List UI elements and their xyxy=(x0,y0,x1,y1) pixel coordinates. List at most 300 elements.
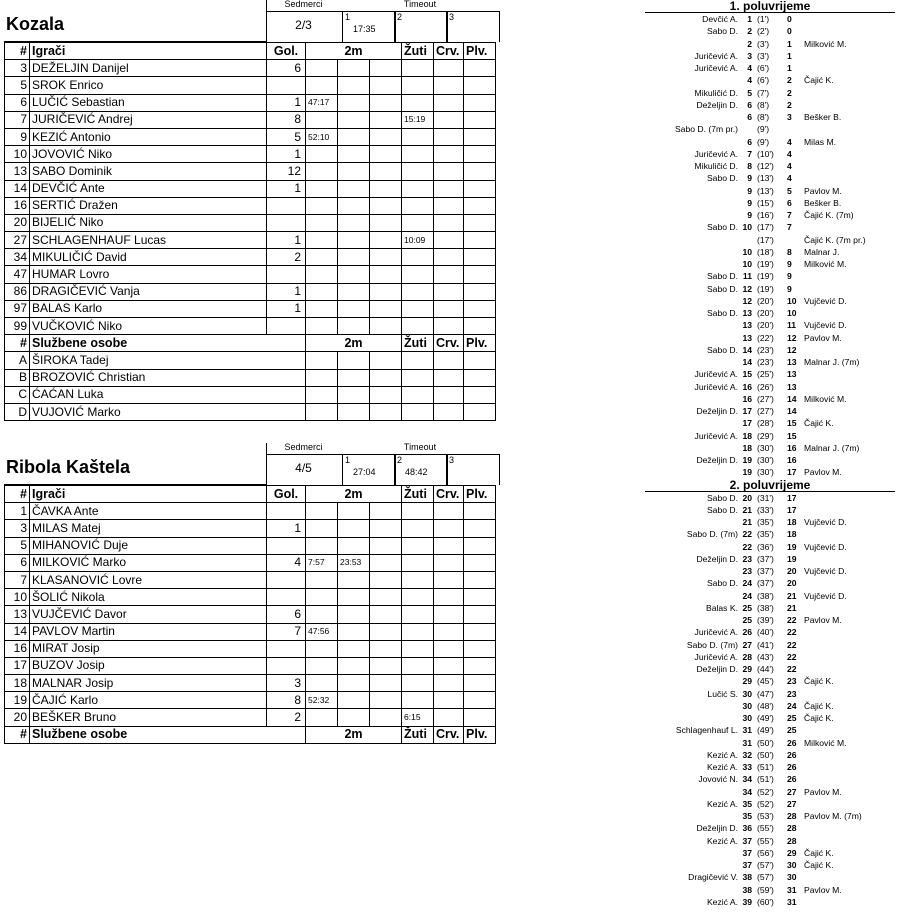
event-away-score: 19 xyxy=(787,553,797,564)
player-number: 99 xyxy=(5,318,30,335)
player-blue xyxy=(464,180,496,197)
player-goals xyxy=(267,197,306,214)
event-away-player: Vujčević D. xyxy=(804,517,847,527)
event-row xyxy=(645,25,895,37)
player-red xyxy=(434,232,464,249)
event-home-score: 28 xyxy=(742,651,752,662)
event-minute: (37') xyxy=(757,566,774,576)
player-2m-2 xyxy=(338,300,370,317)
event-minute: (6') xyxy=(757,63,770,73)
event-away-player: Milković M. xyxy=(804,259,847,269)
event-away-player: Vujčević D. xyxy=(804,541,847,552)
event-home-score: 26 xyxy=(742,627,752,638)
event-away-score: 31 xyxy=(787,884,797,895)
player-name: SROK Enrico xyxy=(30,77,267,94)
event-minute: (3') xyxy=(757,50,770,61)
player-2m-3 xyxy=(370,657,402,674)
event-minute: (45') xyxy=(757,676,774,687)
event-home-score: 3 xyxy=(747,50,752,61)
player-red xyxy=(434,163,464,180)
event-home-player: Balas K. xyxy=(705,602,738,613)
player-yellow: 6:15 xyxy=(402,709,434,726)
event-home-score: 25 xyxy=(742,615,752,625)
event-row xyxy=(645,38,895,50)
player-2m-2 xyxy=(338,163,370,180)
player-number: 47 xyxy=(5,266,30,283)
event-minute: (43') xyxy=(757,651,774,662)
event-home-score: 23 xyxy=(742,553,752,564)
event-home-score: 22 xyxy=(742,541,752,552)
player-yellow xyxy=(402,163,434,180)
player-goals: 1 xyxy=(267,180,306,197)
official-yellow xyxy=(402,403,434,420)
event-away-score: 12 xyxy=(787,332,797,343)
event-away-score: 16 xyxy=(787,455,797,465)
player-red xyxy=(434,318,464,335)
event-away-player: Milković M. xyxy=(804,737,847,748)
player-blue xyxy=(464,640,496,657)
event-minute: (52') xyxy=(757,786,774,797)
event-home-player: Juričević A. xyxy=(694,148,738,159)
event-row xyxy=(645,111,895,123)
half1-title: 1. poluvrijeme xyxy=(729,0,811,13)
event-minute: (49') xyxy=(757,713,774,723)
player-row xyxy=(5,249,496,266)
player-blue xyxy=(464,60,496,77)
player-goals: 2 xyxy=(267,249,306,266)
event-away-score: 7 xyxy=(787,222,792,233)
player-red xyxy=(434,537,464,554)
player-goals xyxy=(267,266,306,283)
event-minute: (28') xyxy=(757,418,774,429)
player-2m-1 xyxy=(306,520,338,537)
event-row xyxy=(645,466,895,478)
event-home-player: Kezić A. xyxy=(706,896,738,907)
event-away-score: 18 xyxy=(787,529,797,540)
player-2m-2 xyxy=(338,232,370,249)
player-name: BUZOV Josip xyxy=(30,657,267,674)
player-number: 10 xyxy=(5,589,30,606)
player-2m-1 xyxy=(306,60,338,77)
player-yellow: 10:09 xyxy=(402,232,434,249)
event-away-score: 23 xyxy=(787,676,797,687)
player-blue xyxy=(464,571,496,588)
player-row xyxy=(5,692,496,709)
player-number: 14 xyxy=(5,180,30,197)
event-home-player: Sabo D. xyxy=(706,308,738,318)
official-2m-1 xyxy=(306,386,338,403)
event-row xyxy=(645,62,895,74)
event-row xyxy=(645,835,895,847)
event-minute: (13') xyxy=(757,185,774,196)
event-home-score: 27 xyxy=(742,639,752,650)
player-red xyxy=(434,520,464,537)
event-home-player: Sabo D. xyxy=(706,271,738,282)
event-home-score: 4 xyxy=(747,63,752,73)
event-row xyxy=(645,577,895,589)
official-row xyxy=(5,403,496,420)
event-home-player: Juričević A. xyxy=(694,63,738,73)
player-2m-3 xyxy=(370,640,402,657)
player-blue xyxy=(464,128,496,145)
team2-players-table xyxy=(4,485,496,744)
player-name: HUMAR Lovro xyxy=(30,266,267,283)
event-home-player: Lučić S. xyxy=(707,688,738,699)
event-away-score: 27 xyxy=(787,798,797,809)
event-minute: (3') xyxy=(757,38,770,49)
event-row xyxy=(645,246,895,258)
col-plv-header: Plv. xyxy=(464,486,496,503)
event-row xyxy=(645,454,895,466)
player-goals: 4 xyxy=(267,554,306,571)
official-2m-2 xyxy=(338,369,370,386)
player-yellow xyxy=(402,249,434,266)
event-away-score: 21 xyxy=(787,602,797,613)
player-2m-1: 47:56 xyxy=(306,623,338,640)
event-row xyxy=(645,332,895,344)
event-row xyxy=(645,319,895,331)
event-row xyxy=(645,528,895,540)
event-away-player: Čajić K. xyxy=(804,700,834,711)
event-home-score: 34 xyxy=(742,786,752,797)
event-home-player: Sabo D. xyxy=(706,492,738,503)
team2-name: Ribola Kaštela xyxy=(6,457,131,477)
player-blue xyxy=(464,77,496,94)
event-row xyxy=(645,258,895,270)
event-minute: (37') xyxy=(757,553,774,564)
event-home-score: 18 xyxy=(742,430,752,441)
player-2m-2 xyxy=(338,657,370,674)
event-away-score: 14 xyxy=(787,406,797,416)
officials-header-row xyxy=(5,726,496,743)
event-away-score: 30 xyxy=(787,860,797,870)
event-away-player: Čajić K. xyxy=(804,860,834,870)
event-away-score: 22 xyxy=(787,627,797,638)
col-zuti-header: Žuti xyxy=(402,486,434,503)
event-row xyxy=(645,516,895,528)
event-minute: (30') xyxy=(757,455,774,465)
player-row xyxy=(5,623,496,640)
event-row xyxy=(645,590,895,602)
event-minute: (27') xyxy=(757,393,774,404)
player-name: JOVOVIĆ Niko xyxy=(30,146,267,163)
event-home-score: 2 xyxy=(747,38,752,49)
event-away-score: 9 xyxy=(787,283,792,294)
event-away-player: Čajić K. xyxy=(804,847,834,858)
event-away-score: 9 xyxy=(787,271,792,282)
player-2m-1 xyxy=(306,163,338,180)
event-minute: (17') xyxy=(757,222,774,233)
event-away-score: 28 xyxy=(787,823,797,834)
event-away-score: 3 xyxy=(787,112,792,122)
player-2m-3 xyxy=(370,623,402,640)
event-row xyxy=(645,614,895,626)
player-goals xyxy=(267,503,306,520)
player-name: KEZIĆ Antonio xyxy=(30,128,267,145)
official-2m-3 xyxy=(370,386,402,403)
event-minute: (53') xyxy=(757,811,774,821)
event-minute: (1') xyxy=(757,14,770,24)
official-red xyxy=(434,386,464,403)
event-home-player: Sabo D. xyxy=(706,578,738,589)
event-home-score: 29 xyxy=(742,664,752,674)
player-blue xyxy=(464,232,496,249)
player-2m-3 xyxy=(370,520,402,537)
official-2m-1 xyxy=(306,352,338,369)
player-row xyxy=(5,214,496,231)
event-home-score: 18 xyxy=(742,442,752,453)
officials-num-header: # xyxy=(5,335,30,352)
event-row xyxy=(645,123,895,135)
player-yellow xyxy=(402,589,434,606)
players-header-row xyxy=(5,486,496,503)
player-red xyxy=(434,300,464,317)
event-away-score: 2 xyxy=(787,99,792,110)
player-row xyxy=(5,300,496,317)
event-away-score: 4 xyxy=(787,136,792,147)
event-row xyxy=(645,761,895,773)
player-blue xyxy=(464,266,496,283)
event-minute: (13') xyxy=(757,173,774,184)
event-minute: (36') xyxy=(757,541,774,552)
player-2m-3 xyxy=(370,128,402,145)
event-home-player: Deželjin D. xyxy=(696,99,738,110)
player-blue xyxy=(464,94,496,111)
event-minute: (59') xyxy=(757,884,774,895)
event-row xyxy=(645,712,895,724)
player-2m-1 xyxy=(306,232,338,249)
player-yellow xyxy=(402,283,434,300)
official-red xyxy=(434,369,464,386)
player-red xyxy=(434,709,464,726)
player-2m-3 xyxy=(370,60,402,77)
event-minute: (22') xyxy=(757,332,774,343)
event-minute: (39') xyxy=(757,615,774,625)
player-row xyxy=(5,111,496,128)
player-number: 18 xyxy=(5,675,30,692)
player-2m-3 xyxy=(370,180,402,197)
player-row xyxy=(5,283,496,300)
event-row xyxy=(645,74,895,86)
event-away-player: Milković M. xyxy=(804,38,847,49)
player-blue xyxy=(464,197,496,214)
col-name-header: Igrači xyxy=(30,43,267,60)
event-home-player: Deželjin D. xyxy=(696,664,738,674)
event-away-score: 31 xyxy=(787,896,797,907)
player-blue xyxy=(464,520,496,537)
official-name: VUJOVIĆ Marko xyxy=(30,403,306,420)
player-yellow xyxy=(402,266,434,283)
event-away-player: Čajić K. xyxy=(804,418,834,429)
player-name: KLASANOVIĆ Lovre xyxy=(30,571,267,588)
event-away-score: 26 xyxy=(787,749,797,760)
player-2m-2 xyxy=(338,675,370,692)
player-red xyxy=(434,589,464,606)
half2-title: 2. poluvrijeme xyxy=(729,477,811,492)
player-yellow xyxy=(402,571,434,588)
player-yellow xyxy=(402,197,434,214)
event-home-score: 8 xyxy=(747,161,752,171)
event-minute: (6') xyxy=(757,75,770,86)
event-away-score: 2 xyxy=(787,75,792,86)
player-name: VUJČEVIĆ Davor xyxy=(30,606,267,623)
officials-zuti-header: Žuti xyxy=(402,726,434,743)
event-away-player: Pavlov M. xyxy=(804,884,842,895)
player-blue xyxy=(464,300,496,317)
player-red xyxy=(434,249,464,266)
player-goals: 1 xyxy=(267,146,306,163)
event-row xyxy=(645,356,895,368)
player-number: 1 xyxy=(5,503,30,520)
official-row xyxy=(5,352,496,369)
player-2m-1: 52:32 xyxy=(306,692,338,709)
event-minute: (31') xyxy=(757,492,774,503)
player-2m-2 xyxy=(338,503,370,520)
team2-sedmerci-value: 4/5 xyxy=(295,461,312,475)
player-number: 6 xyxy=(5,94,30,111)
event-row xyxy=(645,283,895,295)
event-minute: (44') xyxy=(757,664,774,674)
event-row xyxy=(645,553,895,565)
player-number: 5 xyxy=(5,537,30,554)
event-row xyxy=(645,871,895,883)
player-goals: 2 xyxy=(267,709,306,726)
event-home-score: 30 xyxy=(742,700,752,711)
player-number: 20 xyxy=(5,709,30,726)
event-away-player: Malnar J. (7m) xyxy=(804,357,860,367)
player-yellow xyxy=(402,180,434,197)
team2-header: Ribola Kaštela Sedmerci 4/5 Timeout 1 27:04 2 48:42 3 xyxy=(4,443,495,485)
event-away-score: 8 xyxy=(787,246,792,257)
player-number: 19 xyxy=(5,692,30,709)
player-2m-2 xyxy=(338,77,370,94)
official-red xyxy=(434,403,464,420)
event-home-score: 21 xyxy=(742,517,752,527)
official-name: ŠIROKA Tadej xyxy=(30,352,306,369)
player-2m-3 xyxy=(370,571,402,588)
player-red xyxy=(434,640,464,657)
team2-timeout-2: 2 48:42 xyxy=(394,454,448,485)
officials-2m-header: 2m xyxy=(306,335,402,352)
player-goals: 1 xyxy=(267,300,306,317)
event-home-score: 5 xyxy=(747,87,752,98)
team1-header: Kozala Sedmerci 2/3 Timeout 1 17:35 2 3 xyxy=(4,0,495,42)
player-number: 10 xyxy=(5,146,30,163)
player-2m-3 xyxy=(370,692,402,709)
event-away-player: Vujčević D. xyxy=(804,320,847,331)
event-away-player: Čajić K. xyxy=(804,713,834,723)
event-away-score: 29 xyxy=(787,847,797,858)
event-home-score: 16 xyxy=(742,393,752,404)
event-away-score: 12 xyxy=(787,344,797,355)
player-2m-1 xyxy=(306,249,338,266)
event-home-player: Sabo D. xyxy=(706,344,738,355)
player-goals: 8 xyxy=(267,692,306,709)
officials-crv-header: Crv. xyxy=(434,335,464,352)
event-row xyxy=(645,13,895,25)
event-home-player: Juričević A. xyxy=(694,369,738,380)
event-minute: (49') xyxy=(757,725,774,736)
event-minute: (57') xyxy=(757,860,774,870)
player-name: MILKOVIĆ Marko xyxy=(30,554,267,571)
col-gol-header: Gol. xyxy=(267,486,306,503)
event-away-score: 0 xyxy=(787,14,792,24)
col-num-header: # xyxy=(5,43,30,60)
player-yellow xyxy=(402,214,434,231)
event-home-player: Kezić A. xyxy=(706,749,738,760)
event-away-score: 13 xyxy=(787,381,797,392)
event-away-score: 1 xyxy=(787,50,792,61)
player-row xyxy=(5,163,496,180)
event-away-player: Čajić K. (7m pr.) xyxy=(804,234,866,245)
event-row xyxy=(645,675,895,687)
event-away-score: 13 xyxy=(787,369,797,380)
event-home-score: 15 xyxy=(742,369,752,380)
event-minute: (16') xyxy=(757,210,774,220)
player-row xyxy=(5,503,496,520)
player-yellow xyxy=(402,60,434,77)
event-row xyxy=(645,430,895,442)
event-row xyxy=(645,185,895,197)
event-home-score: 39 xyxy=(742,896,752,907)
player-2m-3 xyxy=(370,111,402,128)
player-blue xyxy=(464,146,496,163)
event-minute: (8') xyxy=(757,99,770,110)
event-row xyxy=(645,688,895,700)
player-2m-3 xyxy=(370,197,402,214)
team1-timeout-label: Timeout xyxy=(403,0,437,9)
event-minute: (23') xyxy=(757,357,774,367)
event-away-score: 20 xyxy=(787,578,797,589)
event-home-player: Juričević A. xyxy=(694,430,738,441)
event-minute: (26') xyxy=(757,381,774,392)
event-away-score: 18 xyxy=(787,517,797,527)
event-away-score: 1 xyxy=(787,63,792,73)
player-row xyxy=(5,180,496,197)
event-away-score: 4 xyxy=(787,161,792,171)
player-2m-2 xyxy=(338,520,370,537)
event-row xyxy=(645,209,895,221)
player-2m-1 xyxy=(306,709,338,726)
event-away-score: 20 xyxy=(787,566,797,576)
event-row xyxy=(645,773,895,785)
event-home-player: Mikuličić D. xyxy=(694,161,738,171)
event-home-score: 9 xyxy=(747,197,752,208)
event-home-score: 6 xyxy=(747,112,752,122)
player-2m-1: 7:57 xyxy=(306,554,338,571)
player-name: SCHLAGENHAUF Lucas xyxy=(30,232,267,249)
player-2m-2 xyxy=(338,197,370,214)
event-home-score: 2 xyxy=(747,26,752,37)
player-row xyxy=(5,640,496,657)
player-red xyxy=(434,94,464,111)
player-goals: 5 xyxy=(267,128,306,145)
col-zuti-header: Žuti xyxy=(402,43,434,60)
official-blue xyxy=(464,403,496,420)
event-minute: (38') xyxy=(757,602,774,613)
event-row xyxy=(645,847,895,859)
player-2m-1 xyxy=(306,266,338,283)
event-away-score: 17 xyxy=(787,467,797,478)
event-away-score: 25 xyxy=(787,713,797,723)
col-name-header: Igrači xyxy=(30,486,267,503)
player-blue xyxy=(464,503,496,520)
event-row xyxy=(645,749,895,761)
player-blue xyxy=(464,214,496,231)
event-away-player: Bešker B. xyxy=(804,197,842,208)
event-away-score: 22 xyxy=(787,651,797,662)
player-goals xyxy=(267,318,306,335)
